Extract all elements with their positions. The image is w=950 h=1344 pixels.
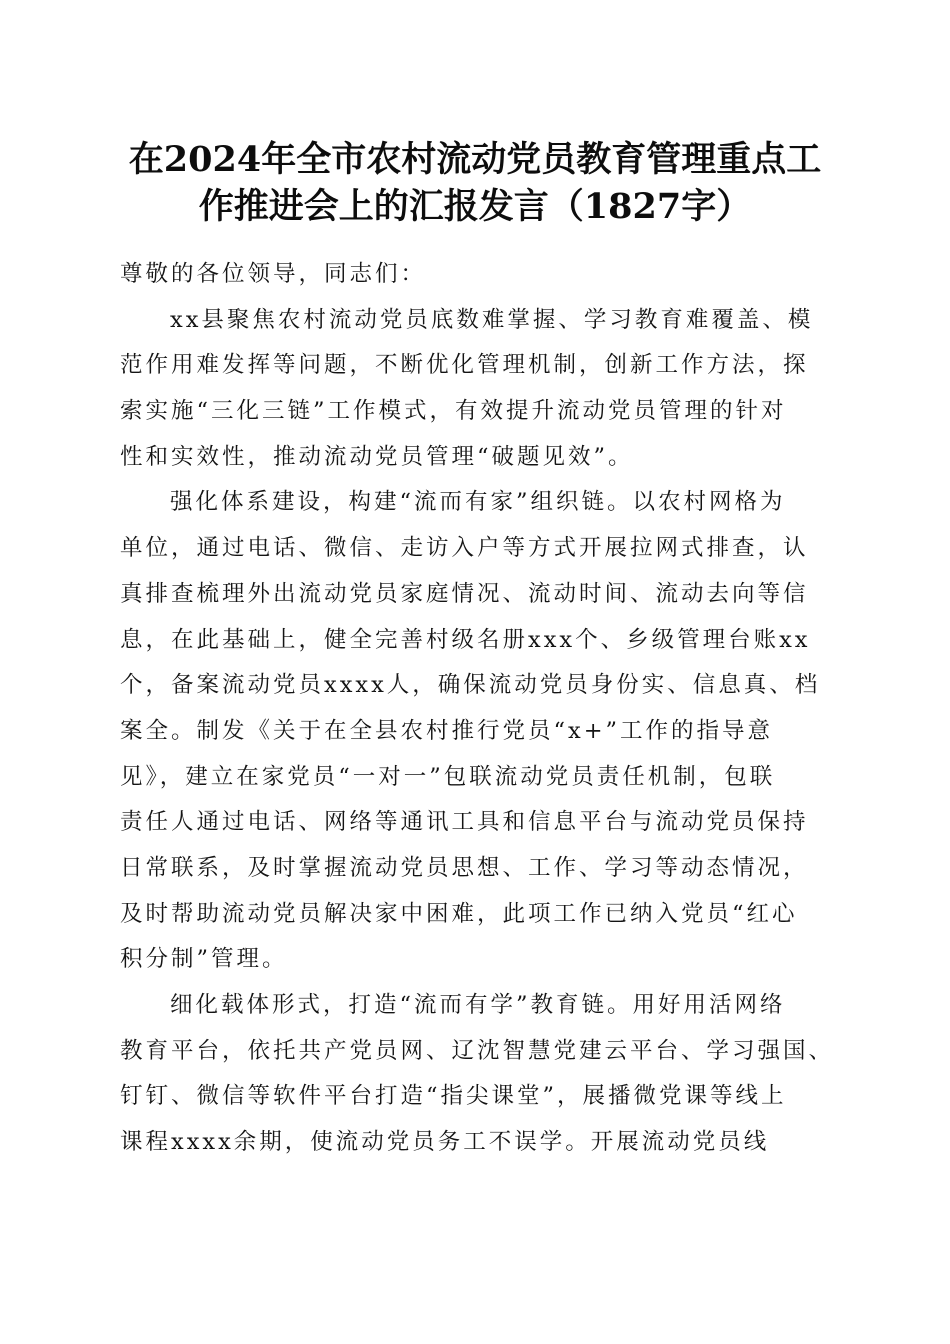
paragraph-line: 钉钉、微信等软件平台打造“指尖课堂”，展播微党课等线上: [120, 1083, 787, 1110]
paragraph-line: 教育平台，依托共产党员网、辽沈智慧党建云平台、学习强国、: [120, 1037, 835, 1064]
title-line: 作推进会上的汇报发言（1827字）: [198, 186, 752, 227]
paragraph-line: 索实施“三化三链”工作模式，有效提升流动党员管理的针对: [120, 398, 787, 425]
paragraph-intro: [120, 298, 840, 481]
paragraph-line: 日常联系，及时掌握流动党员思想、工作、学习等动态情况，: [120, 854, 809, 881]
paragraph-line: 责任人通过电话、网络等通讯工具和信息平台与流动党员保持: [120, 809, 809, 836]
paragraph-line: xx县聚焦农村流动党员底数难掌握、学习教育难覆盖、模: [170, 306, 814, 333]
paragraph-line: 单位，通过电话、微信、走访入户等方式开展拉网式排查，认: [120, 535, 809, 562]
paragraph-line: 强化体系建设，构建“流而有家”组织链。以农村网格为: [170, 489, 786, 516]
paragraph-line: 见》，建立在家党员“一对一”包联流动党员责任机制，包联: [120, 763, 776, 790]
salutation: 尊敬的各位领导，同志们：: [120, 261, 427, 287]
paragraph-line: 案全。制发《关于在全县农村推行党员“x+”工作的指导意: [120, 717, 774, 744]
paragraph-line: 性和实效性，推动流动党员管理“破题见效”。: [120, 443, 634, 470]
title-line: 在2024年全市农村流动党员教育管理重点工: [128, 139, 822, 180]
paragraph-line: 积分制”管理。: [120, 946, 288, 973]
paragraph-education-chain: [120, 983, 840, 1166]
paragraph-organization-chain: [120, 480, 840, 983]
paragraph-line: 细化载体形式，打造“流而有学”教育链。用好用活网络: [170, 992, 786, 1018]
document-body: [120, 252, 840, 1166]
document-title: [100, 136, 850, 230]
paragraph-line: 范作用难发挥等问题，不断优化管理机制，创新工作方法，探: [120, 352, 809, 379]
paragraph-line: 课程xxxx余期，使流动党员务工不误学。开展流动党员线: [120, 1129, 770, 1156]
paragraph-line: 及时帮助流动党员解决家中困难，此项工作已纳入党员“红心: [120, 900, 798, 927]
paragraph-line: 真排查梳理外出流动党员家庭情况、流动时间、流动去向等信: [120, 580, 809, 607]
paragraph-line: 息，在此基础上，健全完善村级名册xxx个、乡级管理台账xx: [120, 626, 811, 653]
paragraph-line: 个，备案流动党员xxxx人，确保流动党员身份实、信息真、档: [120, 672, 821, 699]
